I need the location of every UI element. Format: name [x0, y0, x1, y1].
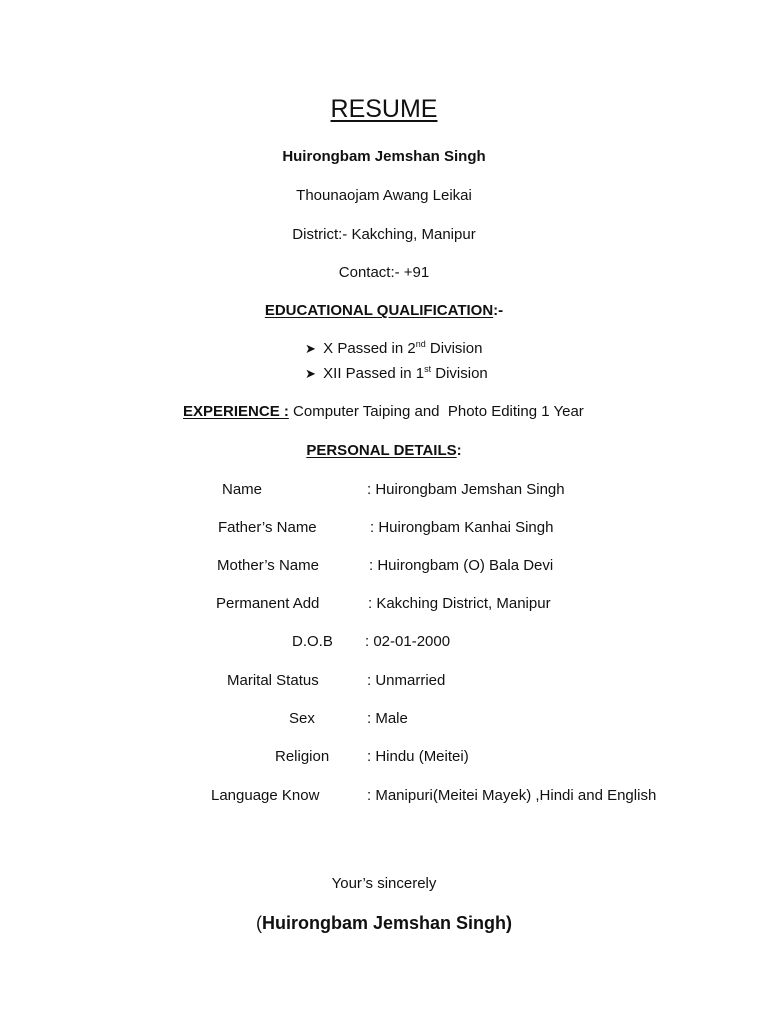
education-heading-text: EDUCATIONAL QUALIFICATION — [264, 302, 494, 319]
education-item-text: XII Passed in 1 — [323, 365, 425, 382]
education-heading-suffix: :- — [493, 302, 504, 319]
experience-line — [183, 403, 584, 420]
detail-value-name: : Huirongbam Jemshan Singh — [367, 481, 565, 498]
signature-name — [0, 913, 768, 934]
detail-value-religion: : Hindu (Meitei) — [367, 748, 469, 765]
address-line: Thounaojam Awang Leikai — [296, 187, 472, 204]
education-item-suffix: Division — [425, 340, 483, 357]
arrow-bullet-icon: ➤ — [305, 366, 316, 381]
personal-heading-suffix: : — [456, 442, 462, 459]
education-item-sup: st — [424, 364, 432, 374]
detail-label-name: Name — [222, 481, 263, 498]
detail-label-sex: Sex — [289, 710, 315, 727]
applicant-name: Huirongbam Jemshan Singh — [282, 148, 486, 165]
signature-name-text: Huirongbam Jemshan Singh) — [261, 913, 513, 933]
page-title: RESUME — [330, 95, 438, 123]
education-heading — [0, 302, 768, 319]
detail-value-language: : Manipuri(Meitei Mayek) ,Hindi and English — [367, 787, 657, 804]
detail-value-father: : Huirongbam Kanhai Singh — [370, 519, 554, 536]
education-item — [305, 365, 488, 382]
detail-label-address: Permanent Add — [216, 595, 320, 612]
detail-value-marital: : Unmarried — [367, 672, 446, 689]
personal-heading-text: PERSONAL DETAILS — [306, 442, 457, 459]
detail-value-sex: : Male — [367, 710, 408, 727]
detail-label-marital: Marital Status — [227, 672, 319, 689]
detail-value-address: : Kakching District, Manipur — [368, 595, 551, 612]
closing-salutation: Your’s sincerely — [331, 875, 437, 892]
experience-label: EXPERIENCE : — [183, 403, 289, 420]
education-item-text: X Passed in 2 — [323, 340, 416, 357]
district-line: District:- Kakching, Manipur — [292, 226, 476, 243]
arrow-bullet-icon: ➤ — [305, 341, 316, 356]
signature-open-paren: ( — [255, 913, 262, 933]
personal-details-heading — [0, 442, 768, 459]
detail-label-mother: Mother’s Name — [217, 557, 319, 574]
detail-label-dob: D.O.B — [292, 633, 333, 650]
education-item-sup: nd — [415, 339, 426, 349]
education-item — [305, 340, 482, 357]
detail-label-language: Language Know — [211, 787, 320, 804]
detail-label-father: Father’s Name — [218, 519, 317, 536]
detail-value-dob: : 02-01-2000 — [365, 633, 451, 650]
experience-text: Computer Taiping and Photo Editing 1 Year — [288, 403, 584, 420]
detail-label-religion: Religion — [275, 748, 330, 765]
contact-line: Contact:- +91 — [338, 264, 430, 281]
detail-value-mother: : Huirongbam (O) Bala Devi — [369, 557, 554, 574]
education-item-suffix: Division — [431, 365, 488, 382]
